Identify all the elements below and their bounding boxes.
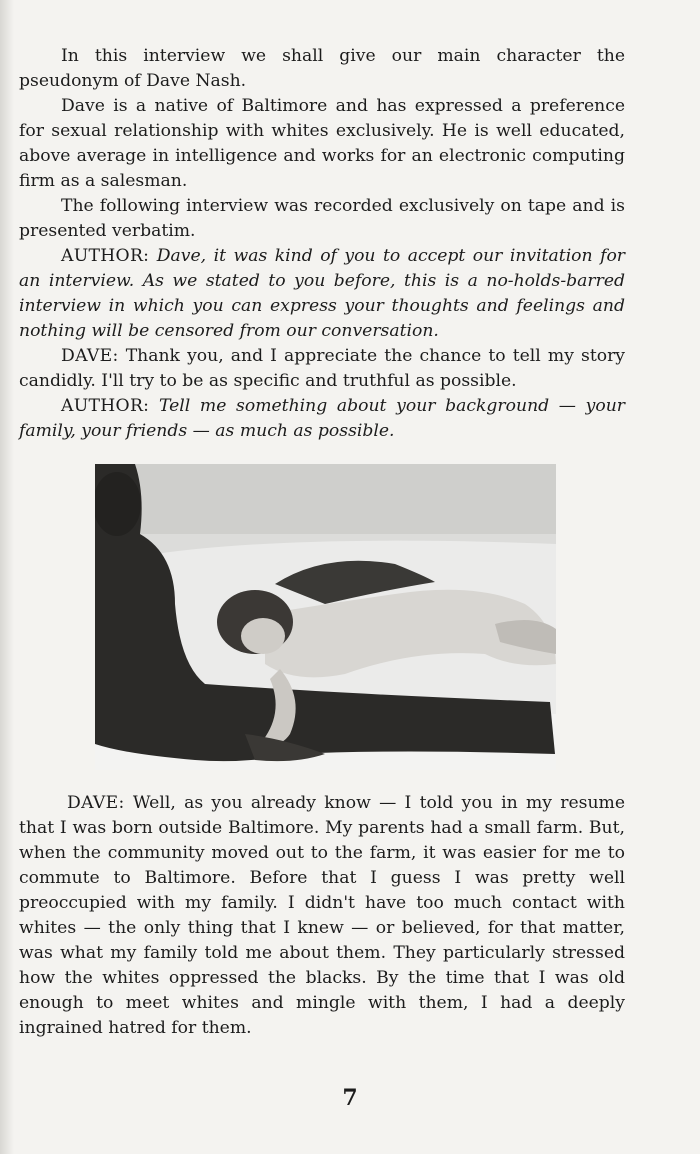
answer-text: Well, as you already know — I told you in my resume that I was born outside Baltimore. My parents had a small farm. But, when the community moved out to the farm, it was easier for me to commute to Baltimore. Before that I guess I was pretty well preoccupied with my family. I didn't have too much contact with whites — the only thing that I knew — or believed, for that matter, was what my family told me about them. They particularly stressed how the whites oppressed the blacks. By the time that I was old enough to meet whites and mingle with them, I had a deeply ingrained hatred for them. bbox=[19, 793, 625, 1038]
speaker-label: DAVE: bbox=[61, 346, 119, 366]
speaker-label: DAVE: bbox=[67, 793, 125, 813]
dave-answer-1 bbox=[19, 344, 625, 394]
black-and-white-photograph bbox=[95, 464, 556, 770]
question-text: Tell me something about your background — your family, your friends — as much as possible. bbox=[19, 396, 625, 441]
interview-answer-text bbox=[19, 791, 625, 1041]
page-gutter-shadow bbox=[0, 0, 14, 1154]
page-number: 7 bbox=[342, 1085, 358, 1111]
answer-text: Thank you, and I appreciate the chance to tell my story candidly. I'll try to be as specific and truthful as possible. bbox=[19, 346, 626, 391]
intro-paragraph-1: In this interview we shall give our main character the pseudonym of Dave Nash. bbox=[19, 46, 625, 91]
speaker-label: AUTHOR: bbox=[61, 246, 150, 266]
author-question-1 bbox=[19, 244, 625, 344]
interview-intro-text bbox=[19, 44, 625, 444]
photograph-illustration bbox=[95, 464, 556, 770]
speaker-label: AUTHOR: bbox=[61, 396, 150, 416]
intro-paragraph-2: Dave is a native of Baltimore and has expressed a preference for sexual relationship with whites exclusively. He is well educated, above average in intelligence and works for an electronic computing firm as a salesman. bbox=[19, 96, 625, 191]
intro-paragraph-3: The following interview was recorded exclusively on tape and is presented verbatim. bbox=[19, 196, 625, 241]
author-question-2 bbox=[19, 394, 625, 444]
question-text: Dave, it was kind of you to accept our invitation for an interview. As we stated to you before, this is a no-holds-barred interview in which you can express your thoughts and feelings and nothing will be censored from our conversation. bbox=[19, 246, 626, 341]
dave-answer-2 bbox=[19, 791, 625, 1041]
